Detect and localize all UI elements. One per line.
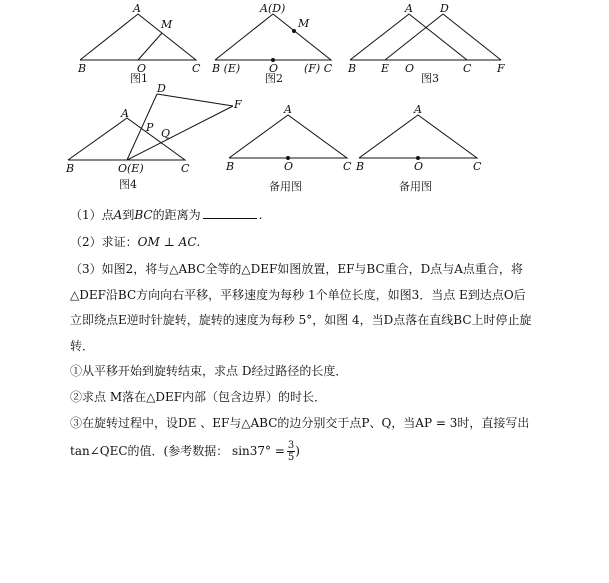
sub3-prefix: tan∠QEC的值．(参考数据： sin37° = bbox=[70, 444, 285, 458]
fig4-label-a: A bbox=[121, 107, 129, 120]
fig3-caption: 图3 bbox=[421, 72, 439, 85]
fig1-label-b: B bbox=[78, 62, 87, 75]
q1-answer-blank[interactable] bbox=[203, 208, 257, 219]
fig4-label-f: F bbox=[234, 98, 242, 111]
fig4-label-d: D bbox=[157, 82, 166, 95]
fig4-label-q: Q bbox=[161, 127, 171, 140]
fig1-caption: 图1 bbox=[130, 72, 148, 85]
question-1 bbox=[70, 208, 262, 223]
spare1-label-a: A bbox=[284, 103, 292, 116]
spare2-caption: 备用图 bbox=[399, 180, 432, 193]
fig3-label-a: A bbox=[405, 2, 413, 15]
figure-1 bbox=[80, 14, 196, 60]
spare2-label-c: C bbox=[473, 160, 482, 173]
point-m-fig2 bbox=[292, 29, 296, 33]
q1-prefix: （1）点 bbox=[70, 208, 114, 222]
spare1-label-o: O bbox=[284, 160, 294, 173]
spare1-label-c: C bbox=[343, 160, 352, 173]
question-3-line-2: △DEF沿BC方向向右平移，平移速度为每秒 1个单位长度，如图3．当点 E到达点O后 bbox=[70, 288, 526, 302]
fig2-label-fc: (F) C bbox=[304, 62, 333, 75]
fig4-caption: 图4 bbox=[119, 178, 137, 191]
fig3-label-b: B bbox=[348, 62, 357, 75]
sub-question-1: ①从平移开始到旋转结束，求点 D经过路径的长度． bbox=[70, 364, 348, 378]
q1-line-bc: BC bbox=[134, 208, 153, 222]
fig4-label-c: C bbox=[181, 162, 190, 175]
fig3-label-f: F bbox=[497, 62, 505, 75]
figure-2 bbox=[215, 14, 331, 60]
fig1-label-o: O bbox=[137, 62, 147, 75]
fig4-label-b: B bbox=[66, 162, 75, 175]
question-2 bbox=[70, 235, 200, 250]
sub-question-2: ②求点 M落在△DEF内部（包含边界）的时长． bbox=[70, 390, 327, 404]
fig1-label-m: M bbox=[161, 18, 173, 31]
spare1-caption: 备用图 bbox=[269, 180, 302, 193]
fig1-label-a: A bbox=[133, 2, 141, 15]
figure-3 bbox=[350, 14, 501, 60]
fig4-label-p: P bbox=[146, 121, 154, 134]
figures-area bbox=[0, 0, 609, 200]
fig2-label-o: O bbox=[269, 62, 279, 75]
question-3-line-1: （3）如图2，将与△ABC全等的△DEF如图放置，EF与BC重合，D点与A点重合，将 bbox=[70, 262, 523, 276]
fraction-numerator: 3 bbox=[287, 440, 295, 451]
fig3-label-e: E bbox=[381, 62, 390, 75]
spare-figure-1 bbox=[229, 115, 347, 158]
q1-end: . bbox=[258, 208, 263, 222]
fig3-label-d: D bbox=[440, 2, 449, 15]
spare2-label-a: A bbox=[414, 103, 422, 116]
question-3-line-3: 立即绕点E逆时针旋转，旋转的速度为每秒 5°，如图 4，当D点落在直线BC上时停止旋 bbox=[70, 313, 532, 327]
q1-point-a: A bbox=[113, 208, 123, 222]
spare-figure-2 bbox=[359, 115, 477, 158]
fraction-denominator: 5 bbox=[287, 452, 295, 463]
question-3-line-4: 转． bbox=[70, 339, 95, 353]
fig3-label-o: O bbox=[405, 62, 415, 75]
q2-prefix: （2）求证： bbox=[70, 235, 138, 249]
q2-end: . bbox=[196, 235, 201, 249]
fig4-label-oe: O(E) bbox=[118, 162, 144, 175]
fig3-label-c: C bbox=[463, 62, 472, 75]
fig2-label-ad: A(D) bbox=[260, 2, 286, 15]
fig2-label-m: M bbox=[298, 17, 310, 30]
sub-question-3-line-2 bbox=[70, 440, 300, 463]
spare2-label-b: B bbox=[356, 160, 365, 173]
q1-suffix: 的距离为 bbox=[152, 208, 201, 222]
sub-question-3-line-1: ③在旋转过程中，设DE 、EF与△ABC的边分别交于点P、Q，当AP = 3时，直接写出 bbox=[70, 416, 530, 430]
spare1-label-b: B bbox=[226, 160, 235, 173]
q2-expression: OM ⊥ AC bbox=[137, 235, 197, 249]
sub3-end: ) bbox=[295, 444, 300, 458]
fig1-label-c: C bbox=[192, 62, 201, 75]
fig2-caption: 图2 bbox=[265, 72, 283, 85]
fig2-label-be: B (E) bbox=[212, 62, 241, 75]
q1-to: 到 bbox=[122, 208, 135, 222]
spare2-label-o: O bbox=[414, 160, 424, 173]
